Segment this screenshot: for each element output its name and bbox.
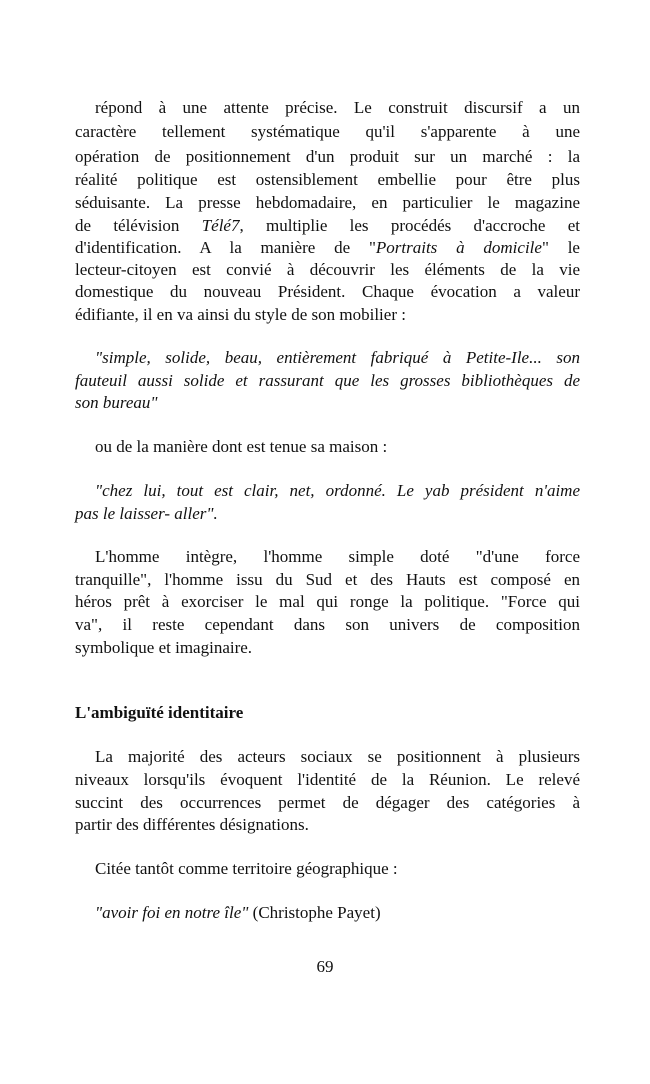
text-line: édifiante, il en va ainsi du style de son mobilier : (75, 305, 406, 324)
quote-text: "avoir foi en notre île" (95, 903, 249, 922)
magazine-title: Télé7 (201, 216, 240, 235)
text-span: , multiplie les procédés d'accroche et (239, 216, 580, 235)
text-line: La majorité des acteurs sociaux se positionnent à plusieurs (95, 747, 580, 766)
text-span: " le (541, 238, 580, 257)
text-line: domestique du nouveau Président. Chaque évocation a valeur (75, 282, 580, 301)
text-line: partir des différentes désignations. (75, 815, 309, 834)
quote-line: son bureau" (75, 393, 158, 412)
text-span: de télévision (75, 216, 202, 235)
text-line: symbolique et imaginaire. (75, 638, 253, 657)
text-line: va", il reste cependant dans son univers de composition (75, 615, 580, 634)
text-span: d'identification. A la manière de " (75, 238, 376, 257)
text-line: niveaux lorsqu'ils évoquent l'identité de la Réunion. Le relevé (75, 770, 580, 789)
quote-line: pas le laisser- aller". (75, 504, 218, 523)
quote-line (95, 902, 580, 924)
text-line: L'homme intègre, l'homme simple doté "d'une force (95, 547, 580, 566)
text-line: tranquille", l'homme issu du Sud et des Hauts est composé en (75, 570, 580, 589)
text-line: opération de positionnement d'un produit sur un marché : la (75, 147, 580, 166)
text-line: ou de la manière dont est tenue sa maison : (95, 437, 388, 456)
text-line: séduisante. La presse hebdomadaire, en particulier le magazine (75, 193, 580, 212)
text-line: caractère tellement systématique qu'il s'apparente à une (75, 122, 580, 141)
program-title: Portraits à domicile (375, 238, 542, 257)
quote-line: "simple, solide, beau, entièrement fabriqué à Petite-Ile... son (95, 348, 580, 367)
text-line: répond à une attente précise. Le construit discursif a un (95, 98, 580, 117)
text-line (75, 237, 580, 259)
text-line: réalité politique est ostensiblement embellie pour être plus (75, 170, 580, 189)
text-line: héros prêt à exorciser le mal qui ronge la politique. "Force qui (75, 592, 580, 611)
text-line: lecteur-citoyen est convié à découvrir les éléments de la vie (75, 260, 580, 279)
quote-line: "chez lui, tout est clair, net, ordonné. Le yab président n'aime (95, 481, 580, 500)
text-line (75, 215, 580, 237)
quote-attribution: (Christophe Payet) (248, 903, 381, 922)
quote-line: fauteuil aussi solide et rassurant que les grosses bibliothèques de (75, 371, 580, 390)
text-line: succint des occurrences permet de dégager des catégories à (75, 793, 580, 812)
section-heading: L'ambiguïté identitaire (75, 703, 244, 722)
text-line: Citée tantôt comme territoire géographique : (95, 859, 398, 878)
page-number: 69 (316, 957, 334, 976)
